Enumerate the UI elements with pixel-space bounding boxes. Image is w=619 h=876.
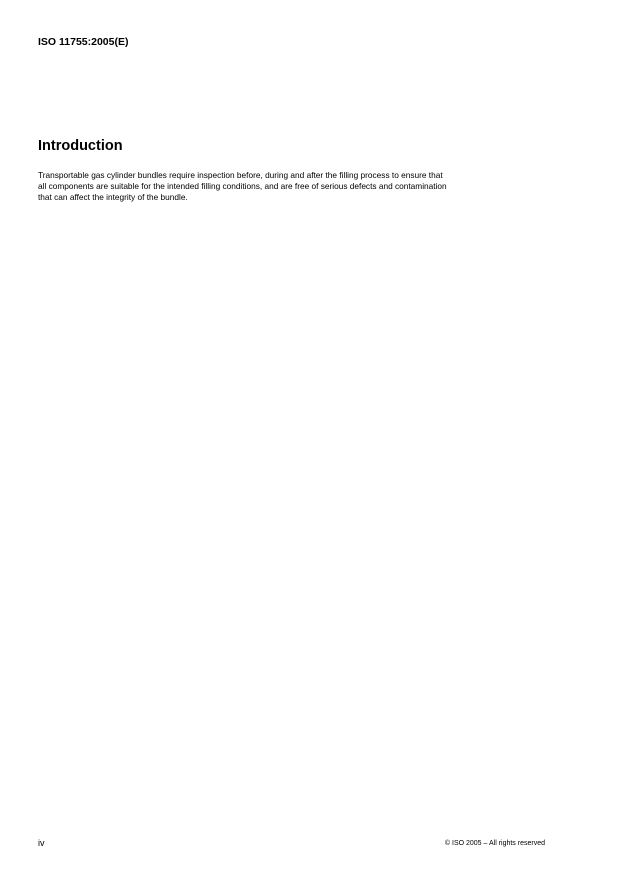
paragraph-line: Transportable gas cylinder bundles require inspection before, during and after the filling process to ensure that [38,170,443,180]
paragraph-line: that can affect the integrity of the bundle. [38,192,188,202]
copyright-notice: © ISO 2005 – All rights reserved [444,840,545,847]
section-title: Introduction [38,138,123,154]
introduction-paragraph [38,170,558,203]
page-number: iv [38,838,45,848]
paragraph-line: all components are suitable for the intended filling conditions, and are free of serious defects and contamination [38,181,447,191]
document-header-standard-id: ISO 11755:2005(E) [38,36,129,48]
